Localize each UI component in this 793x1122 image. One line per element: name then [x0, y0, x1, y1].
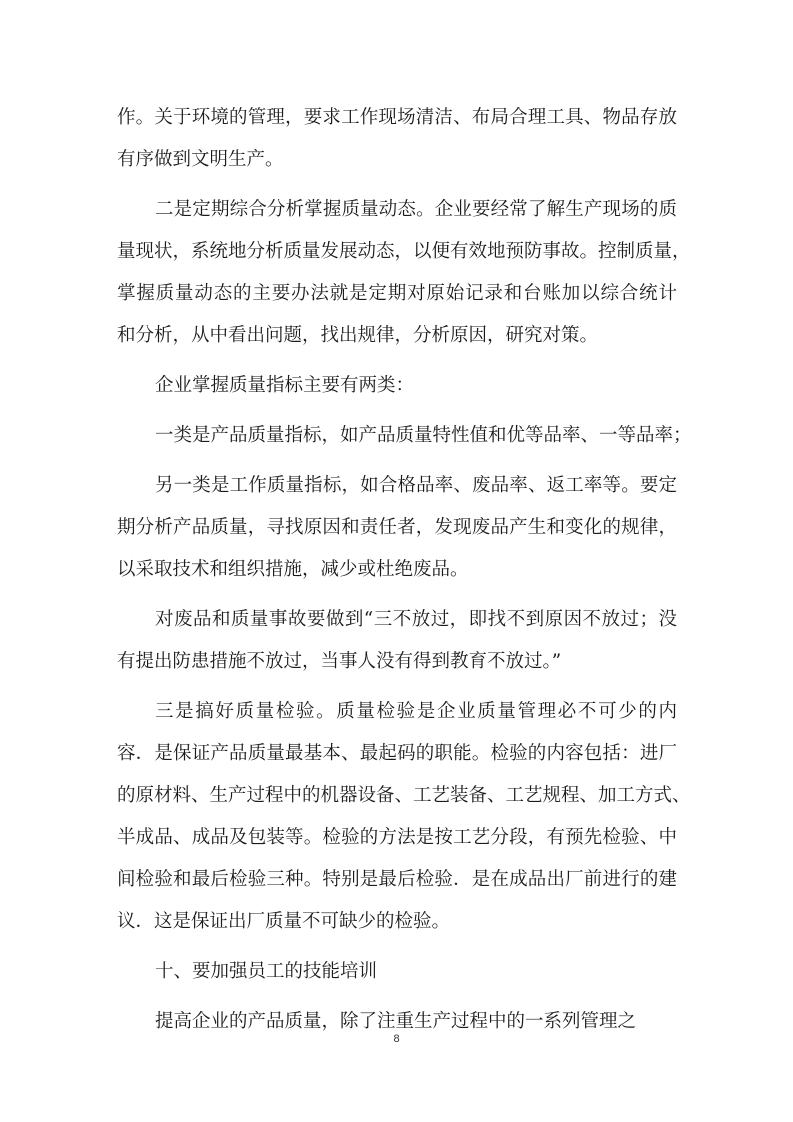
text-line: 议．这是保证出厂质量不可缺少的检验。 [117, 911, 451, 932]
text-line: 掌握质量动态的主要办法就是定期对原始记录和台账加以综合统计 [117, 283, 677, 304]
text-line: 作。关于环境的管理，要求工作现场清洁、布局合理工具、物品存放 [117, 107, 677, 128]
paragraph [117, 189, 691, 357]
text-line: 有提出防患措施不放过，当事人没有得到教育不放过。” [117, 651, 562, 672]
text-line: 期分析产品质量，寻找原因和责任者，发现废品产生和变化的规律， [117, 517, 677, 538]
text-line: 量现状，系统地分析质量发展动态，以便有效地预防事故。控制质量， [117, 241, 691, 262]
paragraph [117, 415, 692, 457]
paragraph [117, 97, 677, 181]
text-line: 以采取技术和组织措施，减少或杜绝废品。 [117, 559, 469, 580]
text-line: 十、要加强员工的技能培训 [155, 961, 378, 982]
text-line: 企业掌握质量指标主要有两类： [155, 375, 415, 396]
paragraph [117, 951, 677, 993]
text-line: 半成品、成品及包装等。检验的方法是按工艺分段，有预先检验、中 [117, 827, 677, 848]
paragraph [117, 691, 691, 943]
text-line: 的原材料、生产过程中的机器设备、工艺装备、工艺规程、加工方式、 [117, 785, 691, 806]
text-line: 有序做到文明生产。 [117, 149, 284, 170]
text-line: 提高企业的产品质量，除了注重生产过程中的一系列管理之 [155, 1011, 637, 1032]
text-line: 和分析，从中看出问题，找出规律，分析原因，研究对策。 [117, 325, 599, 346]
text-line: 对废品和质量事故要做到“三不放过，即找不到原因不放过；没 [155, 609, 677, 630]
text-line: 容．是保证产品质量最基本、最起码的职能。检验的内容包括：进厂 [117, 743, 677, 764]
text-line: 间检验和最后检验三种。特别是最后检验．是在成品出厂前进行的建 [117, 869, 677, 890]
text-line: 另一类是工作质量指标，如合格品率、废品率、返工率等。要定 [155, 475, 677, 496]
paragraph [117, 365, 677, 407]
text-line: 一类是产品质量指标，如产品质量特性值和优等品率、一等品率； [155, 425, 692, 446]
text-line: 三是搞好质量检验。质量检验是企业质量管理必不可少的内 [155, 701, 677, 722]
paragraph [117, 465, 677, 591]
document-body [117, 97, 692, 1051]
paragraph [117, 599, 677, 683]
text-line: 二是定期综合分析掌握质量动态。企业要经常了解生产现场的质 [155, 199, 677, 220]
page-number: 8 [393, 1033, 400, 1045]
